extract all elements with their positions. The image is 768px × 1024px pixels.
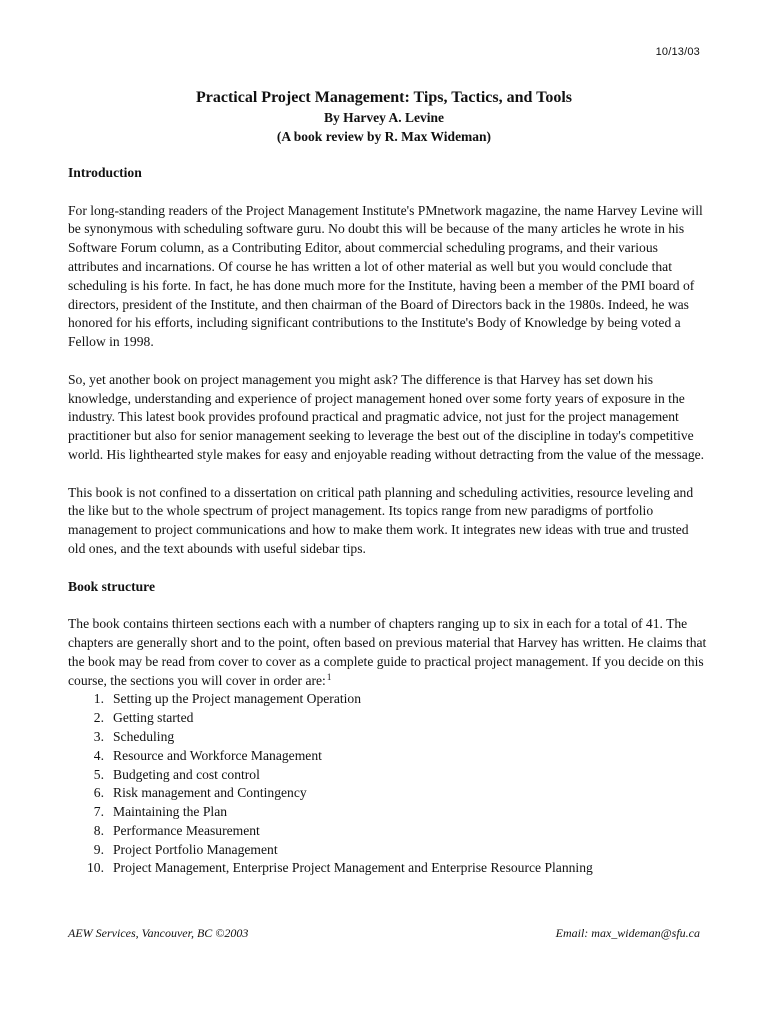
book-author: By Harvey A. Levine xyxy=(324,110,444,125)
book-title: Practical Project Management: Tips, Tactics, and Tools xyxy=(196,89,572,106)
list-item-text: Scheduling xyxy=(113,728,175,744)
list-item-number: 6. xyxy=(93,785,104,801)
list-item-number: 8. xyxy=(93,822,104,838)
section-heading-book-structure: Book structure xyxy=(68,578,155,594)
list-item-text: Performance Measurement xyxy=(113,822,260,838)
list-item-number: 2. xyxy=(93,710,104,726)
list-item xyxy=(68,784,708,803)
list-item xyxy=(68,803,708,822)
list-item-text: Setting up the Project management Operation xyxy=(113,691,362,707)
introduction-paragraph-3: This book is not confined to a dissertation on critical path planning and scheduling activities, resource leveling and the like but to the whole spectrum of project management. Its topics range from new paradigms of portfolio management to project communications and how to make them work. It integrates new ideas with true and trusted old ones, and the text abounds with useful sidebar tips. xyxy=(68,484,694,556)
list-item xyxy=(68,728,708,747)
list-item-text: Risk management and Contingency xyxy=(113,785,307,801)
list-item-number: 3. xyxy=(93,728,104,744)
introduction-paragraph-1: For long-standing readers of the Project Management Institute's PMnetwork magazine, the name Harvey Levine will be synonymous with scheduling software guru. No doubt this will be because of the many articles he wrote in his Software Forum column, as a Contributing Editor, about commercial scheduling programs, and their various attributes and incarnations. Of course he has written a lot of other material as well but you would conclude that scheduling is his forte. In fact, he has done much more for the Institute, having been a member of the PMI board of directors, president of the Institute, and then chairman of the Board of Directors back in the 1980s. Indeed, he was honored for his efforts, including significant contributions to the Institute's Body of Knowledge by being voted a Fellow in 1998. xyxy=(68,202,703,350)
list-item xyxy=(68,709,708,728)
list-item-text: Resource and Workforce Management xyxy=(113,747,322,763)
list-item xyxy=(68,747,708,766)
list-item xyxy=(68,766,708,785)
list-item-text: Project Portfolio Management xyxy=(113,841,278,857)
document-body xyxy=(68,164,708,878)
list-item-text: Maintaining the Plan xyxy=(113,804,228,820)
list-item xyxy=(68,859,708,878)
list-item xyxy=(68,690,708,709)
list-item-text: Budgeting and cost control xyxy=(113,766,260,782)
list-item xyxy=(68,841,708,860)
list-item-number: 7. xyxy=(93,804,104,820)
review-byline: (A book review by R. Max Wideman) xyxy=(276,129,492,144)
book-structure-text: The book contains thirteen sections each with a number of chapters ranging up to six in each for a total of 41. The chapters are generally short and to the point, often based on previous material that Harvey has written. He claims that the book may be read from cover to cover as a complete guide to practical project management. If you decide on this course, the sections you will cover in order are: xyxy=(68,616,707,688)
introduction-paragraph-2: So, yet another book on project management you might ask? The difference is that Harvey has set down his knowledge, understanding and experience of project management honed over some forty years of exposure in the industry. This latest book provides profound practical and pragmatic advice, not just for the project management practitioner but also for senior management seeking to leverage the best out of the discipline in today's competitive world. His lighthearted style makes for easy and enjoyable reading without detracting from the value of the message. xyxy=(68,371,705,462)
list-item-number: 9. xyxy=(93,841,104,857)
list-item-number: 5. xyxy=(93,766,104,782)
list-item xyxy=(68,822,708,841)
title-block xyxy=(68,88,700,146)
list-item-number: 4. xyxy=(93,747,104,763)
list-item-text: Getting started xyxy=(113,710,194,726)
section-heading-introduction: Introduction xyxy=(68,165,142,180)
document-date: 10/13/03 xyxy=(655,46,700,58)
footnote-marker: 1 xyxy=(326,671,332,682)
footer-email: Email: max_wideman@sfu.ca xyxy=(555,926,700,940)
list-item-text: Project Management, Enterprise Project Management and Enterprise Resource Planning xyxy=(113,860,593,876)
list-item-number: 1. xyxy=(93,691,104,707)
section-list xyxy=(68,690,708,878)
list-item-number: 10. xyxy=(87,860,104,876)
book-structure-paragraph xyxy=(68,615,708,690)
footer-publisher: AEW Services, Vancouver, BC ©2003 xyxy=(68,926,249,940)
